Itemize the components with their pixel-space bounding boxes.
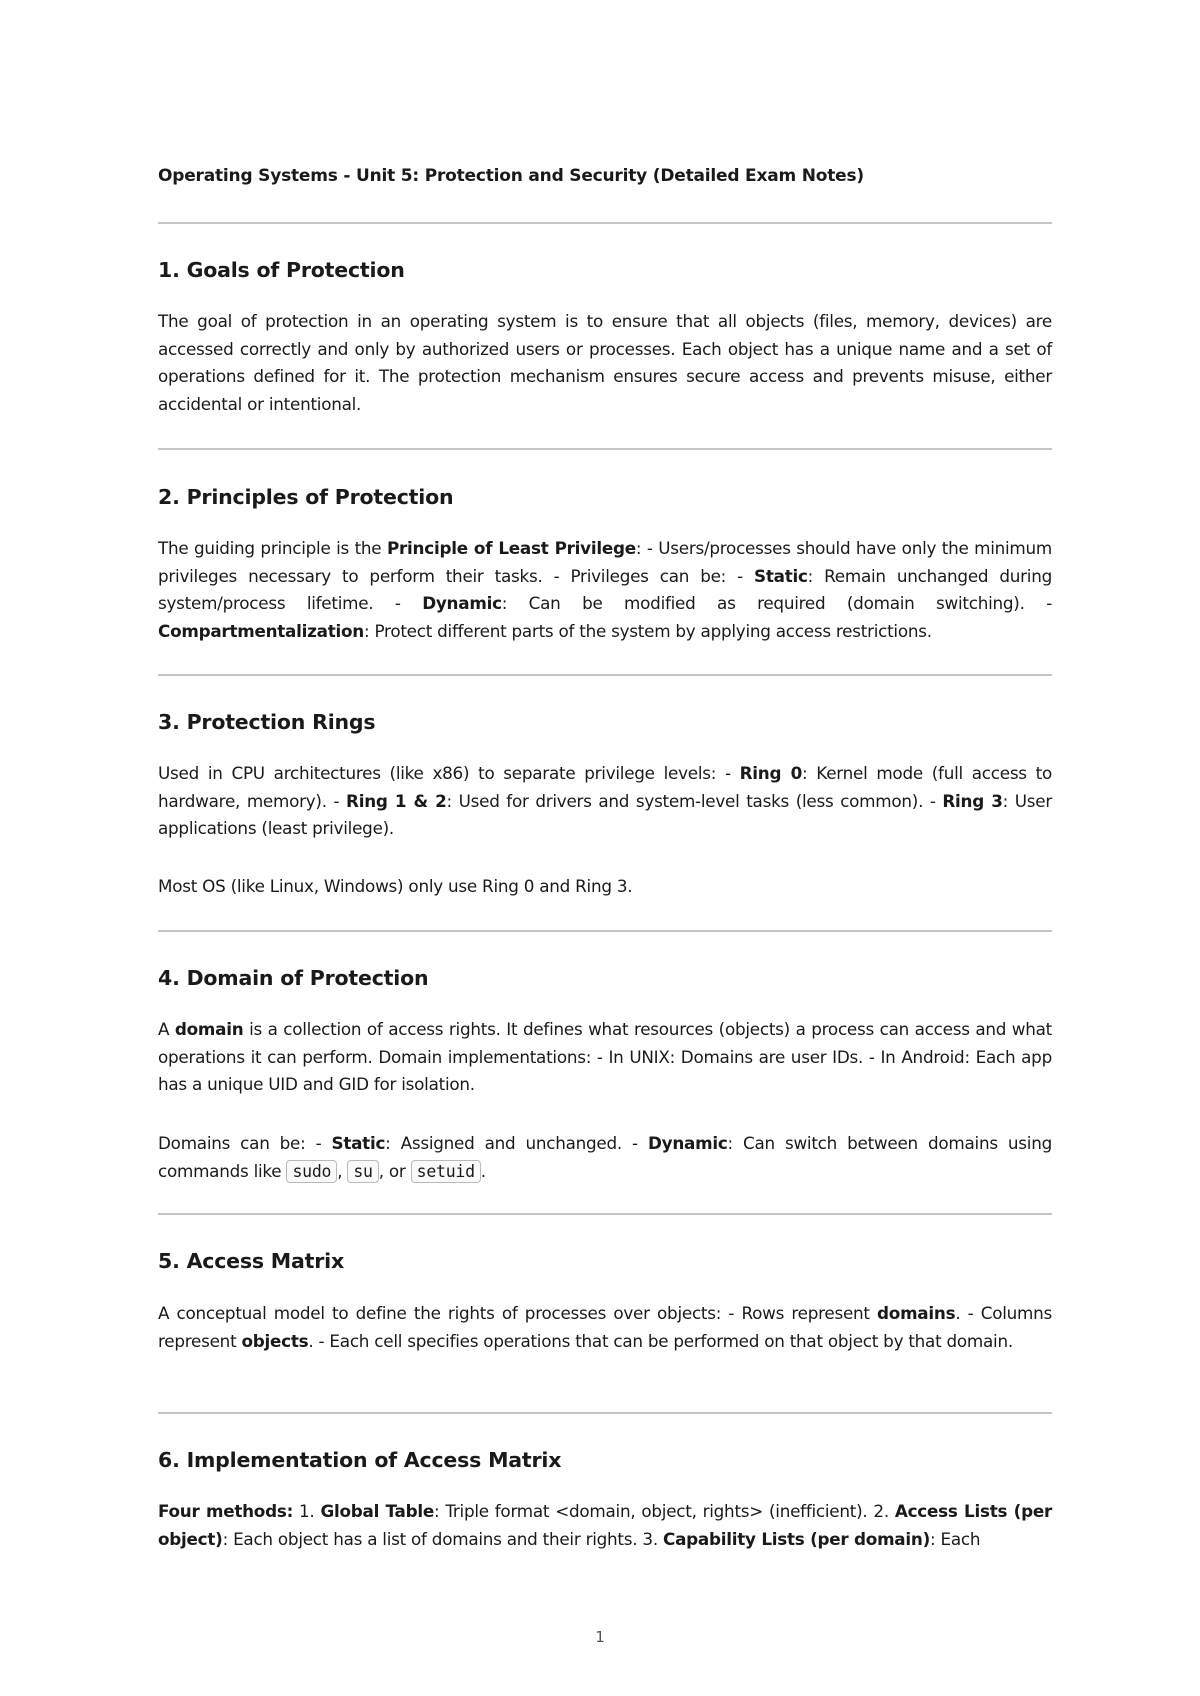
section-heading-rings: 3. Protection Rings [158, 710, 376, 734]
section-heading-domain: 4. Domain of Protection [158, 966, 429, 990]
divider [158, 1412, 1052, 1414]
divider [158, 1213, 1052, 1215]
section-text-rings: Used in CPU architectures (like x86) to separate privilege levels: - Ring 0: Kernel mode (full access to hardware, memory). - Ring 1 & 2: Used for drivers and system-level tasks (less common). - Ring 3: User applications (least privilege). [158, 763, 1052, 838]
divider [158, 930, 1052, 932]
code-sudo: sudo [286, 1160, 337, 1183]
section-heading-implementation: 6. Implementation of Access Matrix [158, 1448, 562, 1472]
section-heading-goals: 1. Goals of Protection [158, 258, 405, 282]
divider [158, 448, 1052, 450]
section-text-implementation: Four methods: 1. Global Table: Triple format <domain, object, rights> (inefficient). 2. Access Lists (per object): Each object has a list of domains and their rights. 3. Capability Lists (per domain): Each [158, 1501, 1052, 1549]
divider [158, 674, 1052, 676]
page-number: 1 [595, 1628, 605, 1646]
section-heading-access-matrix: 5. Access Matrix [158, 1249, 344, 1273]
section-text-domain-types: Domains can be: - Static: Assigned and unchanged. - Dynamic: Can switch between domains using commands like sudo , su , or setuid . [158, 1133, 1052, 1181]
divider [158, 222, 1052, 224]
section-text-principles: The guiding principle is the Principle of Least Privilege: - Users/processes should have only the minimum privileges necessary to perform their tasks. - Privileges can be: - Static: Remain unchanged during system/process lifetime. - Dynamic: Can be modified as required (domain switching). - Compartmentalization: Protect different parts of the system by applying access restrictions. [158, 538, 1052, 641]
section-text-goals: The goal of protection in an operating system is to ensure that all objects (files, memory, devices) are accessed correctly and only by authorized users or processes. Each object has a unique name and a set of operations defined for it. The protection mechanism ensures secure access and prevents misuse, either accidental or intentional. [158, 311, 1052, 414]
section-note-rings: Most OS (like Linux, Windows) only use Ring 0 and Ring 3. [158, 876, 633, 896]
document-title: Operating Systems - Unit 5: Protection and Security (Detailed Exam Notes) [158, 166, 864, 186]
section-heading-principles: 2. Principles of Protection [158, 485, 454, 509]
section-text-access-matrix: A conceptual model to define the rights of processes over objects: - Rows represent domains. - Columns represent objects. - Each cell specifies operations that can be performed on that object by that domain. [158, 1303, 1052, 1351]
section-text-domain: A domain is a collection of access rights. It defines what resources (objects) a process can access and what operations it can perform. Domain implementations: - In UNIX: Domains are user IDs. - In Android: Each app has a unique UID and GID for isolation. [158, 1019, 1052, 1094]
code-su: su [347, 1160, 378, 1183]
code-setuid: setuid [411, 1160, 481, 1183]
